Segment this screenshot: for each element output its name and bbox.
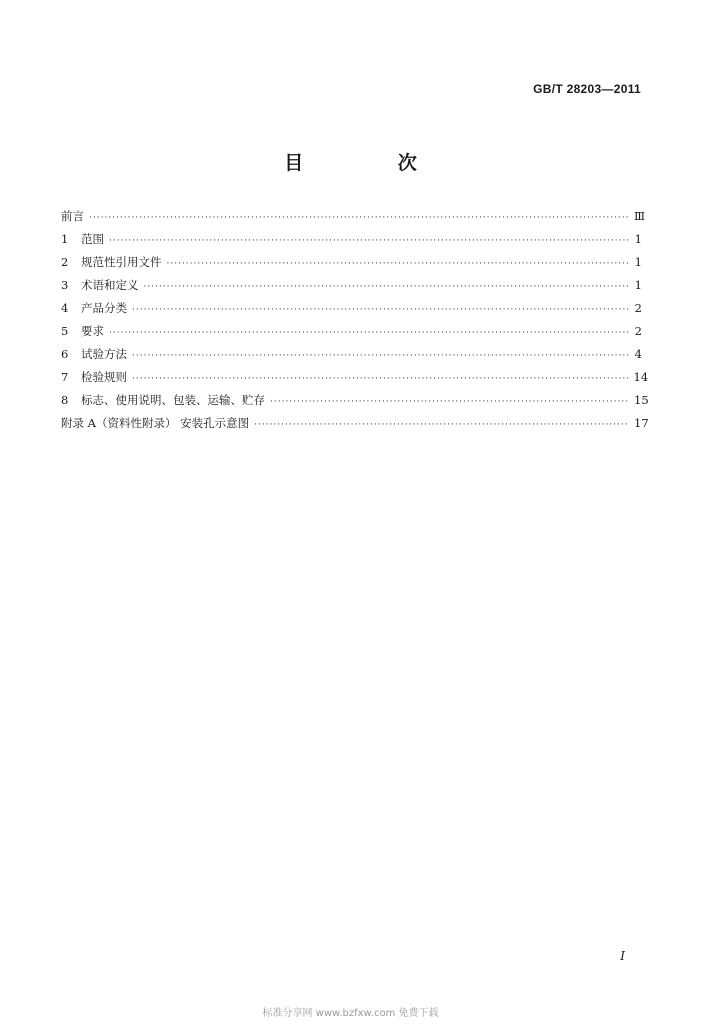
toc-entry-label: 前言	[61, 209, 84, 223]
toc-title: 目 次	[284, 152, 461, 174]
leader-dots	[109, 230, 629, 253]
toc-entry-label: 范围	[81, 232, 104, 246]
page-number: I	[620, 949, 625, 963]
standard-code: GB/T 28203—2011	[533, 82, 641, 96]
toc-entry-label: 标志、使用说明、包装、运输、贮存	[81, 393, 265, 407]
toc-entry-page: 15	[634, 393, 649, 407]
leader-dots	[132, 299, 629, 322]
toc-entry-label: 规范性引用文件	[81, 255, 162, 269]
leader-dots	[270, 391, 629, 414]
toc-entry-6[interactable]	[61, 343, 642, 366]
toc-entry-page: 14	[633, 370, 649, 384]
toc-entry-number: 6	[61, 347, 69, 361]
toc-entry-page: 1	[634, 255, 642, 269]
toc-entry-label: 要求	[81, 324, 104, 338]
toc-entry-foreword[interactable]	[61, 205, 646, 228]
leader-dots	[89, 207, 629, 230]
toc-entry-number: 5	[61, 324, 69, 338]
toc-entry-label: 产品分类	[81, 301, 127, 315]
leader-dots	[144, 276, 630, 299]
toc-entry-label: 检验规则	[81, 370, 127, 384]
toc-entry-2[interactable]	[61, 251, 642, 274]
toc-entry-page: Ⅲ	[634, 209, 646, 223]
leader-dots	[109, 322, 629, 345]
toc-entry-number: 8	[61, 393, 69, 407]
leader-dots	[132, 368, 629, 391]
toc-entry-page: 4	[634, 347, 642, 361]
toc-entry-label: 术语和定义	[81, 278, 139, 292]
toc-entry-1[interactable]	[61, 228, 642, 251]
toc-entry-8[interactable]	[61, 389, 649, 412]
toc-entry-4[interactable]	[61, 297, 642, 320]
toc-entry-page: 2	[634, 324, 642, 338]
leader-dots	[132, 345, 629, 368]
toc-entry-page: 1	[634, 232, 642, 246]
toc-entry-page: 1	[634, 278, 642, 292]
toc-entry-page: 17	[634, 416, 649, 430]
toc-entry-number: 2	[61, 255, 69, 269]
toc-entry-appendix-a[interactable]	[61, 412, 649, 435]
watermark-text: 标准分享网 www.bzfxw.com 免费下载	[262, 1008, 439, 1019]
toc-entry-number: 3	[61, 278, 69, 292]
toc-entry-number: 1	[61, 232, 69, 246]
leader-dots	[254, 414, 629, 437]
toc-entry-7[interactable]	[61, 366, 649, 389]
toc-entry-page: 2	[634, 301, 642, 315]
toc-entry-number: 4	[61, 301, 69, 315]
toc-entry-label: 附录 A（资料性附录） 安装孔示意图	[61, 416, 250, 430]
toc-entry-number: 7	[61, 370, 69, 384]
toc-entry-3[interactable]	[61, 274, 642, 297]
table-of-contents	[61, 205, 649, 435]
toc-entry-5[interactable]	[61, 320, 642, 343]
leader-dots	[167, 253, 630, 276]
toc-entry-label: 试验方法	[81, 347, 127, 361]
